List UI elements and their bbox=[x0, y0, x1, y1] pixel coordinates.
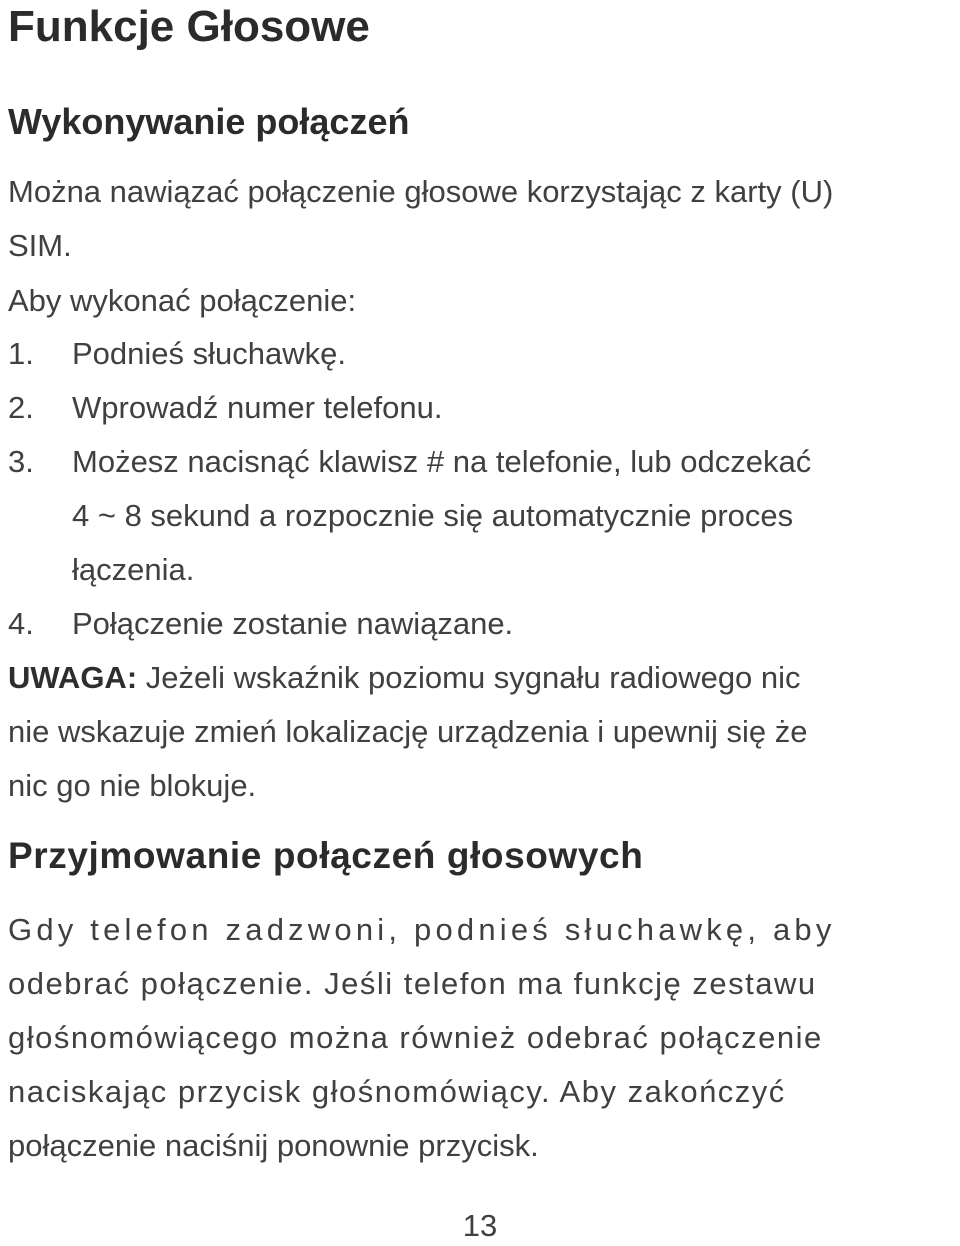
note-line-3: nic go nie blokuje. bbox=[8, 768, 257, 803]
step-text: Możesz nacisnąć klawisz # na telefonie, lub odczekać bbox=[72, 444, 812, 479]
step-text: Połączenie zostanie nawiązane. bbox=[72, 606, 514, 641]
steps-intro: Aby wykonać połączenie: bbox=[8, 283, 357, 318]
note-line-2: nie wskazuje zmień lokalizację urządzenia i upewnij się że bbox=[8, 714, 808, 749]
page-title: Funkcje Głosowe bbox=[8, 2, 370, 51]
step-3-continuation-2: łączenia. bbox=[72, 552, 195, 587]
step-4 bbox=[8, 604, 513, 644]
receiving-line-1: Gdy telefon zadzwoni, podnieś słuchawkę, aby bbox=[8, 912, 836, 947]
page-number: 13 bbox=[462, 1208, 498, 1243]
intro-line-1: Można nawiązać połączenie głosowe korzystając z karty (U) bbox=[8, 174, 834, 209]
note-text: Jeżeli wskaźnik poziomu sygnału radiowego nic bbox=[137, 660, 801, 695]
section-heading-making-calls: Wykonywanie połączeń bbox=[8, 101, 410, 142]
step-2 bbox=[8, 388, 442, 428]
step-number: 1. bbox=[8, 336, 34, 371]
step-text: Wprowadź numer telefonu. bbox=[72, 390, 443, 425]
step-3-continuation-1: 4 ~ 8 sekund a rozpocznie się automatycznie proces bbox=[72, 498, 794, 533]
intro-line-2: SIM. bbox=[8, 228, 72, 263]
step-number: 2. bbox=[8, 390, 34, 425]
step-3 bbox=[8, 442, 811, 482]
receiving-line-3: głośnomówiącego można również odebrać połączenie bbox=[8, 1020, 823, 1055]
step-1 bbox=[8, 334, 346, 374]
step-number: 4. bbox=[8, 606, 34, 641]
note-line-1 bbox=[8, 658, 801, 698]
step-number: 3. bbox=[8, 444, 34, 479]
note-label: UWAGA: bbox=[8, 660, 138, 695]
receiving-line-4: naciskając przycisk głośnomówiący. Aby zakończyć bbox=[8, 1074, 786, 1109]
step-text: Podnieś słuchawkę. bbox=[72, 336, 346, 371]
receiving-line-5: połączenie naciśnij ponownie przycisk. bbox=[8, 1128, 539, 1163]
receiving-line-2: odebrać połączenie. Jeśli telefon ma funkcję zestawu bbox=[8, 966, 817, 1001]
section-heading-receiving-calls: Przyjmowanie połączeń głosowych bbox=[8, 835, 644, 876]
